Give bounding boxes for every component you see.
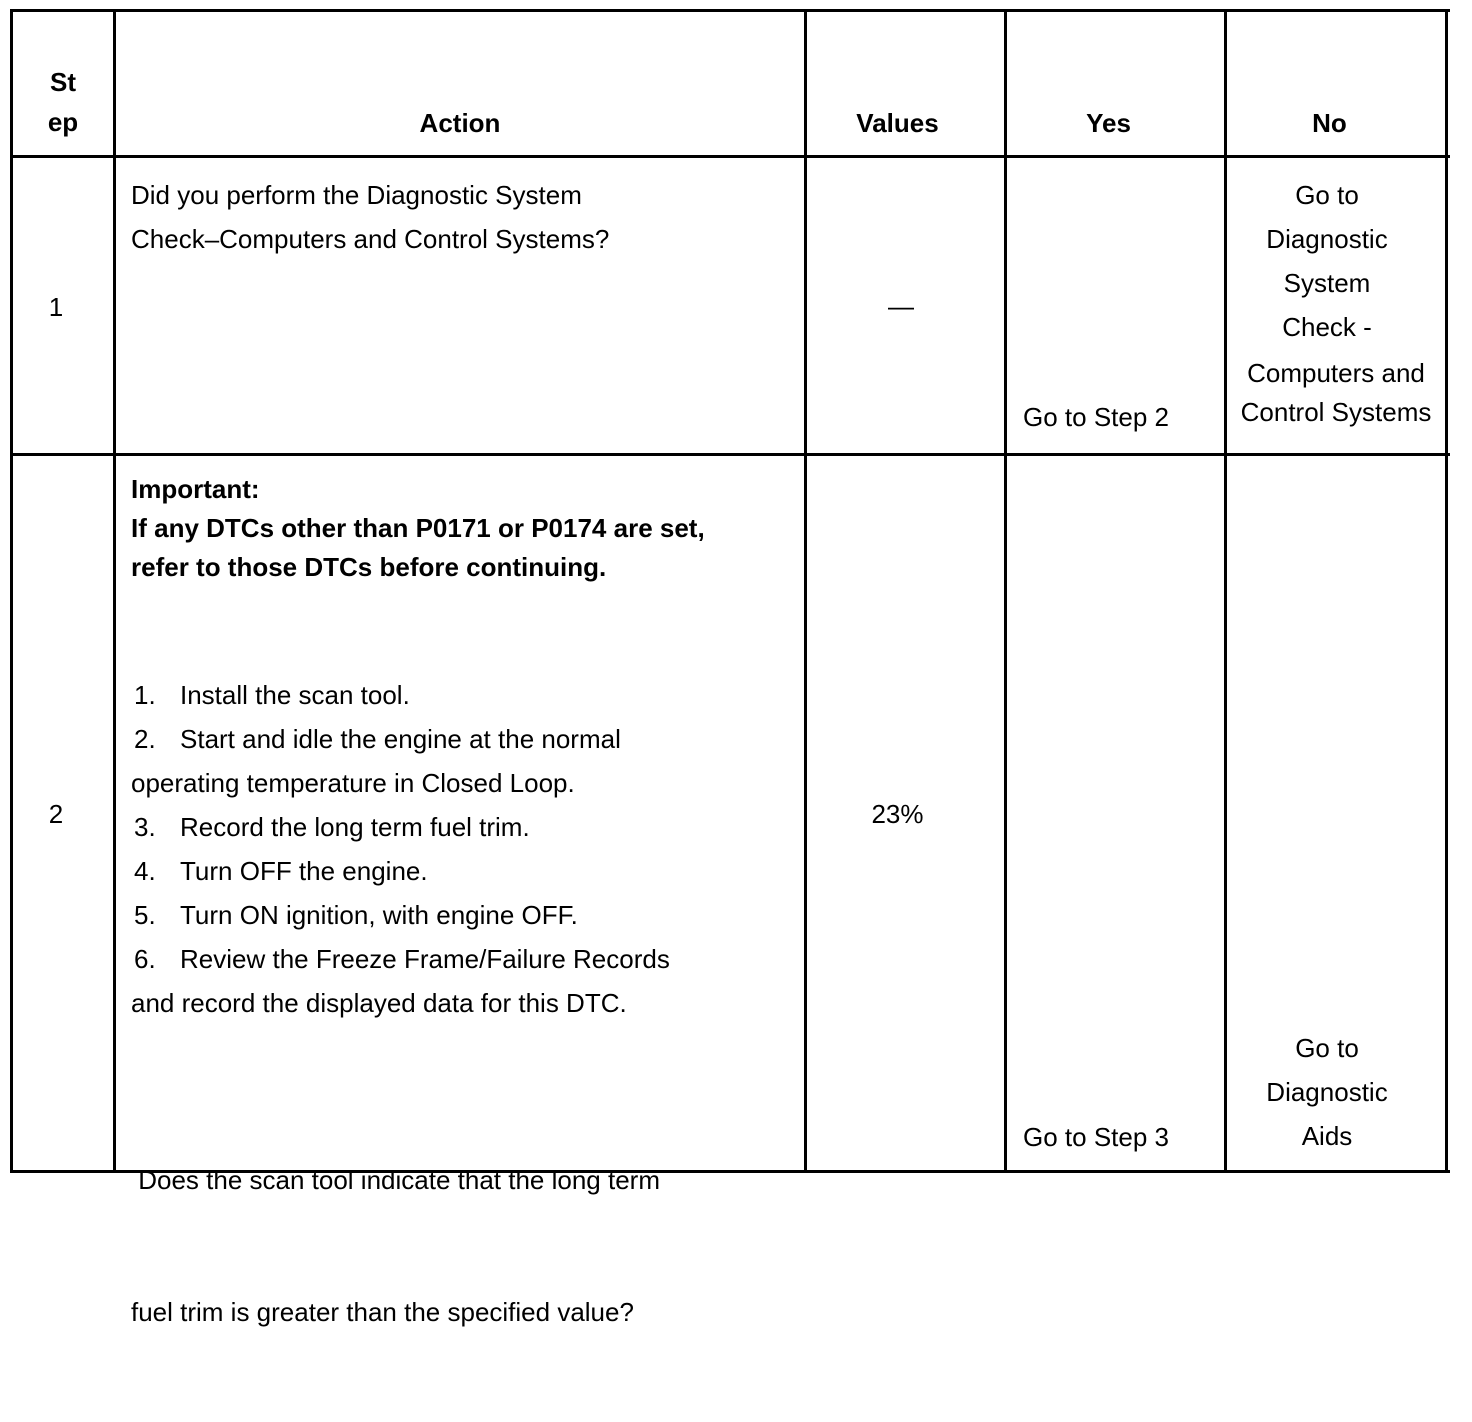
table-border-top xyxy=(10,9,1450,12)
important-label: Important: xyxy=(131,474,260,504)
list-item: 2. Start and idle the engine at the normal xyxy=(134,724,621,754)
row1-yes: Go to Step 2 xyxy=(1023,402,1169,432)
row1-no: Go to Diagnostic System Check - xyxy=(1266,180,1388,342)
list-item: 1. Install the scan tool. xyxy=(134,680,410,710)
header-no: No xyxy=(1312,108,1347,138)
list-item: 6. Review the Freeze Frame/Failure Records xyxy=(134,944,670,974)
col-divider-step xyxy=(113,9,116,1173)
row1-action: Did you perform the Diagnostic System Check–Computers and Control Systems? xyxy=(131,180,610,254)
header-values: Values xyxy=(856,108,939,138)
header-action: Action xyxy=(419,108,501,138)
row1-step: 1 xyxy=(48,292,64,322)
header-yes: Yes xyxy=(1086,108,1131,138)
row1-no-tail: Computers and Control Systems xyxy=(1240,358,1432,427)
header-step: St ep xyxy=(47,67,79,137)
table-border-right xyxy=(1445,9,1448,1173)
header-divider xyxy=(10,155,1450,158)
list-item: 3. Record the long term fuel trim. xyxy=(134,812,530,842)
list-item: 5. Turn ON ignition, with engine OFF. xyxy=(134,900,578,930)
important-note: Important: If any DTCs other than P0171 or P0174 are set, refer to those DTCs before continuing. xyxy=(131,470,705,587)
row2-value: 23% xyxy=(871,799,924,829)
row-divider xyxy=(10,453,1450,456)
row2-yes: Go to Step 3 xyxy=(1023,1122,1169,1152)
list-item: operating temperature in Closed Loop. xyxy=(131,768,575,798)
list-item: 4. Turn OFF the engine. xyxy=(134,856,428,886)
col-divider-action xyxy=(804,9,807,1173)
row1-value: — xyxy=(888,291,914,321)
table-border-left xyxy=(10,9,13,1173)
col-divider-values xyxy=(1004,9,1007,1173)
list-item: and record the displayed data for this DTC. xyxy=(131,988,627,1018)
question-text: Does the scan tool indicate that the long term fuel trim is greater than the specified value? xyxy=(131,1165,660,1327)
row2-step: 2 xyxy=(48,799,64,829)
row2-no: Go to Diagnostic Aids xyxy=(1266,1033,1388,1151)
procedure-steps xyxy=(131,673,670,1025)
